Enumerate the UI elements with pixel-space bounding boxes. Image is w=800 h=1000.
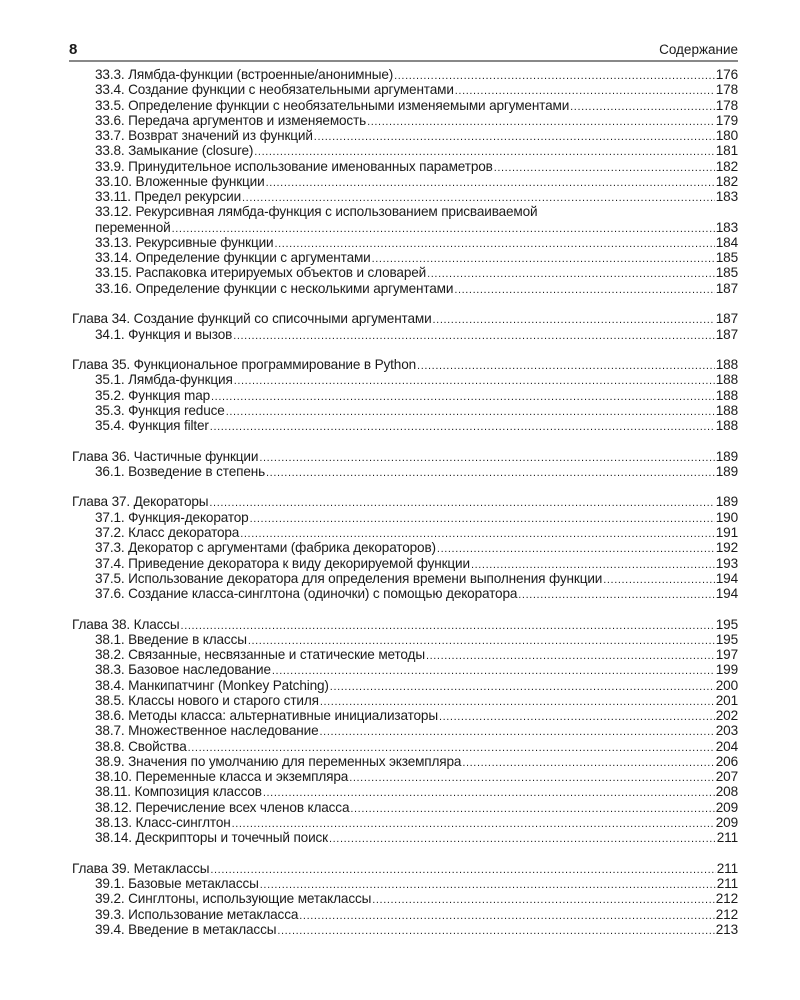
toc-entry-page: 187: [715, 280, 738, 296]
toc-entry-title: 37.1. Функция-декоратор: [95, 509, 249, 525]
toc-entry-page: 188: [715, 357, 738, 373]
toc-section[interactable]: [72, 113, 738, 128]
dot-leader: [211, 390, 715, 405]
dot-leader: [210, 863, 715, 878]
toc-entry-page: 213: [715, 921, 738, 937]
dot-leader: [314, 130, 715, 145]
toc-section[interactable]: [72, 265, 738, 280]
toc-entry-page: 185: [715, 265, 738, 281]
dot-leader: [320, 725, 715, 740]
dot-leader: [350, 802, 714, 817]
toc-section[interactable]: [72, 281, 738, 296]
dot-leader: [570, 100, 715, 115]
toc-section[interactable]: [72, 250, 738, 265]
toc-section[interactable]: [72, 510, 738, 525]
toc-section[interactable]: [72, 678, 738, 693]
toc-section[interactable]: [72, 632, 738, 647]
toc-chapter[interactable]: [72, 357, 738, 372]
toc-entry-page: 197: [715, 647, 738, 663]
dot-leader: [426, 649, 715, 664]
toc-section[interactable]: [72, 143, 738, 158]
toc-section[interactable]: [72, 876, 738, 891]
spacer: [72, 433, 738, 448]
toc-entry-title: 39.2. Синглтоны, использующие метаклассы: [95, 891, 372, 907]
table-of-contents: [72, 67, 738, 937]
toc-entry-title: 33.15. Распаковка итерируемых объектов и словарей: [95, 265, 427, 281]
dot-leader: [210, 420, 715, 435]
toc-section[interactable]: [72, 647, 738, 662]
toc-entry-title: 38.12. Перечисление всех членов класса: [95, 799, 350, 815]
toc-entry-page: 188: [715, 387, 738, 403]
page-number: 8: [69, 41, 78, 58]
toc-entry-title: 38.3. Базовое наследование: [95, 662, 271, 678]
dot-leader: [209, 496, 714, 511]
toc-entry-page: 192: [715, 540, 738, 556]
toc-section[interactable]: [72, 693, 738, 708]
dot-leader: [433, 313, 715, 328]
dot-leader: [330, 680, 715, 695]
toc-entry-title: 38.5. Классы нового и старого стиля: [95, 692, 319, 708]
toc-entry-page: 183: [715, 189, 738, 205]
toc-section[interactable]: [72, 403, 738, 418]
toc-entry-page: 183: [715, 219, 738, 235]
toc-entry-title: 33.13. Рекурсивные функции: [95, 234, 274, 250]
toc-entry-page: 207: [715, 769, 738, 785]
toc-entry-title: 33.5. Определение функции с необязательными изменяемыми аргументами: [95, 97, 570, 113]
spacer: [72, 846, 738, 861]
toc-entry-page: 201: [715, 692, 738, 708]
toc-entry-title: 39.3. Использование метакласса: [95, 906, 299, 922]
toc-section[interactable]: [72, 159, 738, 174]
toc-section[interactable]: [72, 754, 738, 769]
toc-entry-page: 189: [715, 448, 738, 464]
toc-entry-title: 38.10. Переменные класса и экземпляра: [95, 769, 349, 785]
dot-leader: [427, 267, 715, 282]
toc-entry-page: 209: [715, 799, 738, 815]
toc-entry-title: 37.6. Создание класса-синглтона (одиночки) с помощью декоратора: [95, 586, 518, 602]
toc-chapter[interactable]: [72, 311, 738, 326]
toc-entry-title: 39.1. Базовые метаклассы: [95, 876, 259, 892]
toc-entry-page: 194: [715, 570, 738, 586]
dot-leader: [181, 619, 715, 634]
toc-entry-title: 38.14. Дескрипторы и точечный поиск: [95, 830, 328, 846]
toc-section[interactable]: [72, 922, 738, 937]
toc-entry-page: 180: [715, 128, 738, 144]
toc-entry-title: 39.4. Введение в метаклассы: [95, 921, 277, 937]
toc-entry-title: 35.4. Функция filter: [95, 418, 209, 434]
dot-leader: [603, 573, 715, 588]
dot-leader: [462, 756, 714, 771]
dot-leader: [266, 176, 715, 191]
toc-entry-page: 187: [715, 326, 738, 342]
toc-section[interactable]: [72, 739, 738, 754]
dot-leader: [518, 588, 715, 603]
toc-section[interactable]: [72, 830, 738, 845]
dot-leader: [417, 359, 715, 374]
toc-entry-title: Глава 34. Создание функций со списочными аргументами: [72, 311, 432, 327]
toc-entry-title: Глава 35. Функциональное программирование в Python: [72, 357, 417, 373]
dot-leader: [259, 451, 714, 466]
toc-entry-title: 33.6. Передача аргументов и изменяемость: [95, 112, 367, 128]
toc-section[interactable]: [72, 189, 738, 204]
toc-chapter[interactable]: [72, 449, 738, 464]
toc-entry-page: 202: [715, 708, 738, 724]
toc-entry-title: 38.2. Связанные, несвязанные и статические методы: [95, 647, 425, 663]
toc-entry-title: 38.1. Введение в классы: [95, 631, 247, 647]
toc-entry-page: 189: [715, 494, 738, 510]
toc-section[interactable]: [72, 784, 738, 799]
toc-entry-title: Глава 37. Декораторы: [72, 494, 209, 510]
toc-section[interactable]: [72, 769, 738, 784]
toc-entry-page: 188: [715, 372, 738, 388]
dot-leader: [372, 893, 715, 908]
toc-section[interactable]: [72, 891, 738, 906]
toc-entry-page: 178: [715, 82, 738, 98]
toc-entry-title: 35.3. Функция reduce: [95, 402, 225, 418]
toc-entry-page: 188: [715, 418, 738, 434]
toc-entry-page: 199: [715, 662, 738, 678]
dot-leader: [329, 832, 716, 847]
dot-leader: [226, 405, 715, 420]
toc-entry-page: 179: [715, 112, 738, 128]
toc-entry-page: 182: [715, 158, 738, 174]
toc-entry-page: 185: [715, 250, 738, 266]
toc-section[interactable]: [72, 82, 738, 97]
toc-entry-page: 195: [715, 616, 738, 632]
toc-entry-title: 36.1. Возведение в степень: [95, 463, 266, 479]
toc-entry-page: 191: [715, 524, 738, 540]
toc-entry-title: 33.4. Создание функции с необязательными аргументами: [95, 82, 454, 98]
dot-leader: [233, 329, 715, 344]
dot-leader: [367, 115, 715, 130]
toc-entry-page: 190: [715, 509, 738, 525]
running-header-title: Содержание: [659, 42, 738, 57]
toc-entry-page: 211: [716, 876, 738, 892]
toc-section[interactable]: [72, 708, 738, 723]
dot-leader: [299, 909, 715, 924]
toc-entry-page: 181: [715, 143, 738, 159]
toc-entry-page: 176: [715, 67, 738, 82]
toc-chapter[interactable]: [72, 861, 738, 876]
toc-section[interactable]: [72, 815, 738, 830]
toc-entry-page: 182: [715, 173, 738, 189]
toc-entry-page: 193: [715, 555, 738, 571]
toc-section[interactable]: [72, 800, 738, 815]
dot-leader: [250, 512, 715, 527]
toc-entry-page: 203: [715, 723, 738, 739]
toc-section[interactable]: [72, 235, 738, 250]
toc-entry-title: 33.9. Принудительное использование именованных параметров: [95, 158, 493, 174]
toc-section[interactable]: [72, 662, 738, 677]
toc-entry-title: 38.4. Манкипатчинг (Monkey Patching): [95, 677, 329, 693]
toc-entry-page: 194: [715, 586, 738, 602]
toc-entry-title: переменной: [95, 219, 171, 235]
toc-entry-page: 209: [715, 815, 738, 831]
toc-entry-title: 37.4. Приведение декоратора к виду декорируемой функции: [95, 555, 470, 571]
dot-leader: [234, 374, 715, 389]
dot-leader: [277, 924, 714, 939]
toc-section[interactable]: [72, 372, 738, 387]
dot-leader: [272, 664, 715, 679]
toc-entry-title: 38.9. Значения по умолчанию для переменных экземпляра: [95, 753, 462, 769]
dot-leader: [439, 710, 715, 725]
toc-section[interactable]: [72, 907, 738, 922]
toc-entry-title: 37.3. Декоратор с аргументами (фабрика декораторов): [95, 540, 436, 556]
toc-chapter[interactable]: [72, 494, 738, 509]
toc-section[interactable]: [72, 388, 738, 403]
toc-entry-title: 33.16. Определение функции с несколькими аргументами: [95, 280, 454, 296]
dot-leader: [494, 161, 715, 176]
toc-section[interactable]: [72, 204, 738, 219]
toc-entry-title: 38.11. Композиция классов: [95, 784, 262, 800]
toc-section[interactable]: [72, 525, 738, 540]
toc-entry-title: Глава 39. Метаклассы: [72, 860, 210, 876]
toc-entry-title: 38.7. Множественное наследование: [95, 723, 319, 739]
toc-entry-title: 37.2. Класс декоратора: [95, 524, 240, 540]
toc-entry-title: 33.3. Лямбда-функции (встроенные/анонимные): [95, 67, 394, 82]
toc-entry-title: 37.5. Использование декоратора для определения времени выполнения функции: [95, 570, 603, 586]
toc-section[interactable]: [72, 571, 738, 586]
toc-entry-title: 35.1. Лямбда-функция: [95, 372, 233, 388]
toc-section[interactable]: [72, 586, 738, 601]
toc-entry-title: 33.8. Замыкание (closure): [95, 143, 254, 159]
toc-section[interactable]: [72, 98, 738, 113]
toc-section[interactable]: [72, 418, 738, 433]
toc-section[interactable]: [72, 556, 738, 571]
toc-entry-page: 204: [715, 738, 738, 754]
toc-entry-page: 206: [715, 753, 738, 769]
dot-leader: [437, 542, 715, 557]
toc-entry-page: 211: [716, 860, 738, 876]
spacer: [72, 342, 738, 357]
toc-section[interactable]: [72, 540, 738, 555]
toc-entry-title: 35.2. Функция map: [95, 387, 211, 403]
spacer: [72, 601, 738, 616]
toc-entry-page: 187: [715, 311, 738, 327]
toc-entry-page: 212: [715, 906, 738, 922]
toc-section-continuation[interactable]: [72, 220, 738, 235]
toc-section[interactable]: [72, 723, 738, 738]
toc-entry-page: 189: [715, 463, 738, 479]
toc-entry-title: 33.11. Предел рекурсии: [95, 189, 242, 205]
toc-entry-page: 195: [715, 631, 738, 647]
toc-entry-title: 33.12. Рекурсивная лямбда-функция с использованием присваиваемой: [95, 204, 538, 220]
dot-leader: [266, 466, 715, 481]
toc-entry-page: 212: [715, 891, 738, 907]
header-divider: [69, 60, 738, 62]
toc-section[interactable]: [72, 67, 738, 82]
toc-entry-title: 33.14. Определение функции с аргументами: [95, 250, 371, 266]
toc-entry-title: 34.1. Функция и вызов: [95, 326, 233, 342]
spacer: [72, 296, 738, 311]
toc-entry-page: 200: [715, 677, 738, 693]
dot-leader: [349, 771, 715, 786]
toc-entry-page: 208: [715, 784, 738, 800]
dot-leader: [454, 283, 714, 298]
spacer: [72, 479, 738, 494]
toc-entry-title: 38.13. Класс-синглтон: [95, 815, 231, 831]
toc-entry-page: 184: [715, 234, 738, 250]
toc-entry-page: 188: [715, 402, 738, 418]
toc-entry-page: 211: [716, 830, 738, 846]
toc-section[interactable]: [72, 128, 738, 143]
toc-entry-title: 38.8. Свойства: [95, 738, 187, 754]
toc-section[interactable]: [72, 327, 738, 342]
toc-entry-title: 33.7. Возврат значений из функций: [95, 128, 313, 144]
toc-entry-title: Глава 36. Частичные функции: [72, 448, 259, 464]
toc-section[interactable]: [72, 464, 738, 479]
toc-entry-title: Глава 38. Классы: [72, 616, 180, 632]
toc-entry-title: 38.6. Методы класса: альтернативные инициализаторы: [95, 708, 438, 724]
toc-section[interactable]: [72, 174, 738, 189]
toc-entry-page: 178: [715, 97, 738, 113]
toc-chapter[interactable]: [72, 617, 738, 632]
toc-entry-title: 33.10. Вложенные функции: [95, 173, 265, 189]
